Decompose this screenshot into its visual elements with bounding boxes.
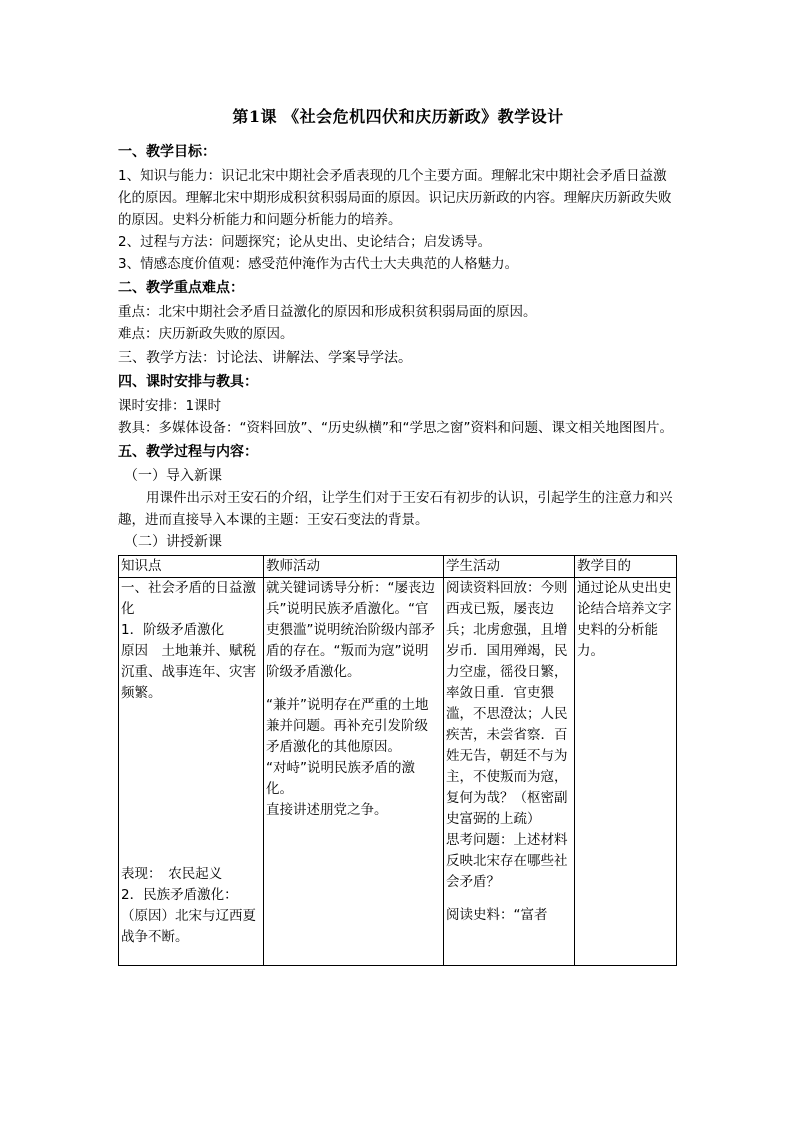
process-heading: 五、教学过程与内容：	[118, 444, 258, 460]
objective-process: 2、过程与方法：问题探究；论从史出、史论结合；启发诱导。	[118, 234, 492, 250]
knowledge-line: 2．民族矛盾激化：	[121, 887, 238, 903]
teacher-activity: 直接讲述朋党之争。	[266, 802, 388, 818]
student-activity: 阅读资料回放：今则西戎已叛，屡丧边兵；北虏愈强，且增岁币．国用殚竭，民力空虚，徭役日繁，率敛日重．官吏猥滥，不思澄汰；人民疾苦，未尝省察．百姓无告，朝廷不与为主，不使叛而为寇，复何为哉？（枢密副史富弼的上疏）	[446, 580, 568, 827]
teacher-activity: 就关键词诱导分析：“屡丧边兵”说明民族矛盾激化。“官吏猥滥”说明统治阶级内部矛盾的存在。“叛而为寇”说明阶级矛盾激化。	[266, 580, 435, 680]
table-header-row	[119, 556, 677, 578]
schedule-heading: 四、课时安排与教具：	[118, 374, 258, 390]
teacher-cell	[264, 578, 444, 966]
lesson-table	[118, 555, 677, 966]
knowledge-line: （原因）北宋与辽西夏战争不断。	[121, 908, 256, 945]
difficult-point: 难点：庆历新政失败的原因。	[118, 326, 294, 342]
knowledge-line: 一、社会矛盾的日益激化	[121, 580, 256, 617]
teaching-tools: 教具：多媒体设备：“资料回放”、“历史纵横”和“学思之窗”资料和问题、课文相关地图图片。	[118, 420, 673, 436]
keypoints-heading: 二、教学重点难点：	[118, 280, 244, 296]
intro-text: 用课件出示对王安石的介绍，让学生们对于王安石有初步的认识，引起学生的注意力和兴趣，进而直接导入本课的主题：王安石变法的背景。	[118, 490, 673, 528]
class-hours: 课时安排：1课时	[118, 398, 222, 414]
student-activity: 阅读史料：“富者	[446, 907, 548, 923]
teaching-purpose: 通过论从史出史论结合培养文字史料的分析能力。	[577, 580, 672, 659]
knowledge-line: 原因 土地兼并、赋税沉重、战事连年、灾害频繁。	[121, 643, 256, 701]
knowledge-line: 1．阶级矛盾激化	[121, 622, 225, 638]
teacher-activity: “对峙”说明民族矛盾的激化。	[266, 760, 415, 797]
objective-attitude: 3、情感态度价值观：感受范仲淹作为古代士大夫典范的人格魅力。	[118, 256, 519, 272]
teacher-activity: “兼并”说明存在严重的土地兼并问题。再补充引发阶级矛盾激化的其他原因。	[266, 697, 429, 755]
knowledge-line: 表现： 农民起义	[121, 866, 223, 882]
methods-line: 三、教学方法：讨论法、讲解法、学案导学法。	[118, 350, 412, 366]
header-student: 学生活动	[444, 556, 575, 578]
objectives-heading: 一、教学目标：	[118, 144, 216, 160]
purpose-cell	[575, 578, 677, 966]
new-lesson-label: （二）讲授新课	[124, 534, 222, 550]
header-knowledge: 知识点	[119, 556, 264, 578]
header-teacher: 教师活动	[264, 556, 444, 578]
page-title: 第1课 《社会危机四伏和庆历新政》教学设计	[232, 107, 564, 126]
student-activity: 思考问题：上述材料反映北宋存在哪些社会矛盾？	[446, 832, 568, 890]
key-point: 重点：北宋中期社会矛盾日益激化的原因和形成积贫积弱局面的原因。	[118, 304, 537, 320]
intro-label: （一）导入新课	[124, 468, 222, 484]
student-cell	[444, 578, 575, 966]
header-purpose: 教学目的	[575, 556, 677, 578]
objective-knowledge: 1、知识与能力：识记北宋中期社会矛盾表现的几个主要方面。理解北宋中期社会矛盾日益激化的原因。理解北宋中期形成积贫积弱局面的原因。识记庆历新政的内容。理解庆历新政失败的原因。史料分析能力和问题分析能力的培养。	[118, 168, 672, 228]
table-row	[119, 578, 677, 966]
document-page	[118, 100, 678, 966]
knowledge-cell	[119, 578, 264, 966]
